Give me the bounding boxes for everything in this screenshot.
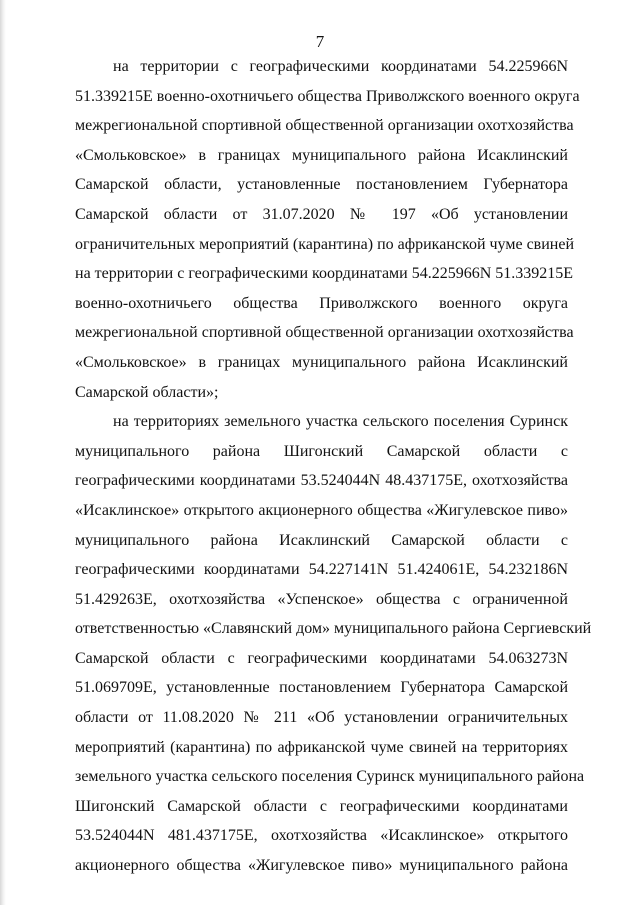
- text-line: области от 11.08.2020 № 211 «Об установлении ограничительных: [75, 709, 568, 727]
- text-line: муниципального района Исаклинский Самарской области с: [75, 531, 568, 549]
- text-line: Самарской области, установленные постановлением Губернатора: [75, 176, 568, 194]
- text-line: на территории с географическими координатами 54.225966N: [113, 58, 568, 75]
- text-line: географическими координатами 54.227141N 51.424061E, 54.232186N: [75, 561, 568, 579]
- text-line: 51.069709E, установленные постановлением Губернатора Самарской: [75, 679, 568, 697]
- text-line: 51.429263E, охотхозяйства «Успенское» общества с ограниченной: [75, 590, 568, 608]
- text-line: акционерного общества «Жигулевское пиво» муниципального района: [75, 857, 568, 875]
- text-line: ответственностью «Славянский дом» муниципального района Сергиевский: [75, 620, 592, 638]
- text-line: Самарской области от 31.07.2020 № 197 «Об установлении: [75, 205, 568, 223]
- text-line-last: Самарской области»;: [75, 383, 219, 401]
- text-line: 51.339215E военно-охотничьего общества Приволжского военного округа: [75, 87, 580, 105]
- page-number: 7: [315, 32, 325, 51]
- text-line: географическими координатами 53.524044N 48.437175E, охотхозяйства: [75, 472, 568, 490]
- text-line: на территориях земельного участка сельского поселения Суринск: [113, 413, 568, 431]
- text-line: Шигонский Самарской области с географическими координатами: [75, 797, 568, 815]
- text-line: межрегиональной спортивной общественной организации охотхозяйства: [75, 117, 574, 135]
- text-line: мероприятий (карантина) по африканской чуме свиней на территориях: [75, 738, 568, 756]
- text-line: 53.524044N 481.437175E, охотхозяйства «Исаклинское» открытого: [75, 827, 568, 845]
- text-line: земельного участка сельского поселения Суринск муниципального района: [75, 768, 585, 786]
- text-line: межрегиональной спортивной общественной организации охотхозяйства: [75, 324, 574, 342]
- text-line: «Смольковское» в границах муниципального района Исаклинский: [75, 353, 568, 371]
- paragraph-1: [75, 52, 580, 407]
- paragraph-2: [75, 407, 592, 881]
- text-line: «Смольковское» в границах муниципального района Исаклинский: [75, 146, 568, 164]
- text-line: «Исаклинское» открытого акционерного общества «Жигулевское пиво»: [75, 501, 568, 519]
- document-body: [75, 52, 592, 881]
- text-line: военно-охотничьего общества Приволжского военного округа: [75, 294, 568, 312]
- text-line: на территории с географическими координатами 54.225966N 51.339215E: [75, 265, 574, 283]
- text-line: Самарской области с географическими координатами 54.063273N: [75, 649, 568, 667]
- text-line: ограничительных мероприятий (карантина) по африканской чуме свиней: [75, 235, 575, 253]
- scan-edge-shadow: [0, 0, 6, 905]
- text-line: муниципального района Шигонский Самарской области с: [75, 442, 568, 460]
